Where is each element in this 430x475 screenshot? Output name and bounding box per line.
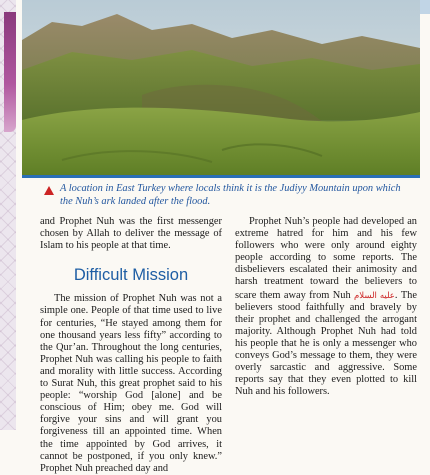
arabic-honorific: عليه السلام [354,289,395,300]
hatred-paragraph [235,216,417,398]
left-column [40,216,222,475]
hatred-text-part1: Prophet Nuh’s people had developed an extreme hatred for him and his few followers who were only around eighty people according to some reports. The disbelievers escalated their animosity and harsh treatment toward the believers to scare them away from Nuh [235,216,417,301]
section-heading: Difficult Mission [73,266,189,285]
mission-paragraph: The mission of Prophet Nuh was not a simple one. People of that time used to live for centuries, “He stayed among them for one thousand years less fifty” according to the Qur’an. Throughout the long centuries, Prophet Nuh was calling his people to faith and morality with little success. According to Surat Nuh, this great prophet said to his people: “worship God [alone] and be conscious of Him; obey me. God will forgive your sins and will grant you forgiveness till an appointed time. When the time appointed by God arrives, it cannot be postponed, if you only knew.” Prophet Nuh preached day and [40,293,222,474]
purple-accent-band [4,12,16,132]
intro-paragraph: and Prophet Nuh was the first messenger chosen by Allah to deliver the message of Islam to his people at that time. [40,216,222,252]
mountain-photo [22,0,420,178]
caption-text: A location in East Turkey where locals think it is the Judiyy Mountain upon which the Nuh’s ark landed after the flood. [60,183,401,207]
right-column [235,216,417,398]
hatred-text-part2: . The believers stood faithfully and bravely by their prophet and challenged the arrogant majority. Although Prophet Nuh had told his people that he is only a messenger who conveys God’s message to them, they were overly sarcastic and aggressive. Some reports say that they even plotted to kill Nuh and his followers. [235,289,417,398]
photo-caption [44,183,414,208]
